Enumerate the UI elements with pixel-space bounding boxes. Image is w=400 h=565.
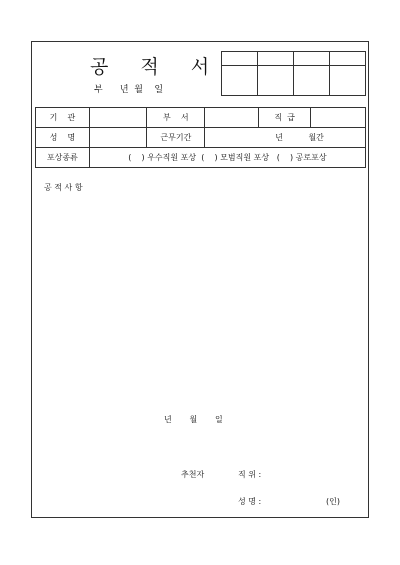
agency-field[interactable] bbox=[89, 108, 147, 128]
award-type-options[interactable]: ( ) 우수직원 포상 ( ) 모범직원 포상 ( ) 공로포상 bbox=[89, 148, 365, 168]
award-type-label: 포상종류 bbox=[36, 148, 90, 168]
rank-field[interactable] bbox=[311, 108, 366, 128]
department-label: 부 서 bbox=[147, 108, 205, 128]
info-table bbox=[35, 107, 366, 168]
approval-header-cell[interactable] bbox=[294, 52, 330, 66]
approval-header-cell[interactable] bbox=[258, 52, 294, 66]
approval-box bbox=[221, 51, 366, 96]
submission-date-line: 부 년 월 일 bbox=[94, 85, 164, 95]
recommender-name-label: 성 명 : bbox=[238, 497, 262, 506]
seal-mark: (인) bbox=[326, 497, 340, 506]
name-field[interactable] bbox=[89, 128, 147, 148]
approval-sign-cell[interactable] bbox=[294, 66, 330, 96]
service-period-label: 근무기간 bbox=[147, 128, 205, 148]
name-label: 성 명 bbox=[36, 128, 90, 148]
document-title: 공 적 서 bbox=[90, 56, 223, 78]
approval-sign-cell[interactable] bbox=[258, 66, 294, 96]
approval-header-cell[interactable] bbox=[330, 52, 366, 66]
recommender-position-label: 직 위 : bbox=[238, 470, 262, 479]
approval-header-cell[interactable] bbox=[222, 52, 258, 66]
recommender-label: 추천자 bbox=[181, 470, 205, 479]
recommendation-date: 년 월 일 bbox=[164, 415, 223, 424]
agency-label: 기 관 bbox=[36, 108, 90, 128]
department-field[interactable] bbox=[205, 108, 259, 128]
service-period-field[interactable]: 년 월간 bbox=[205, 128, 366, 148]
approval-sign-cell[interactable] bbox=[330, 66, 366, 96]
rank-label: 직 급 bbox=[259, 108, 311, 128]
merit-section-label: 공 적 사 항 bbox=[44, 183, 83, 192]
approval-sign-cell[interactable] bbox=[222, 66, 258, 96]
